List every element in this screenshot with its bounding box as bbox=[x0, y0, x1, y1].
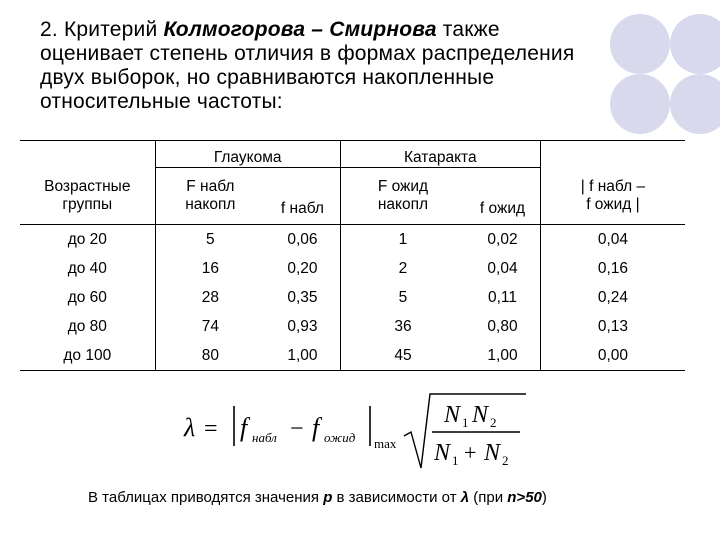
cell-F-ozhid: 45 bbox=[340, 341, 465, 371]
cell-f-ozhid: 1,00 bbox=[465, 341, 540, 371]
f-observed: f bbox=[240, 413, 248, 442]
num-N1-sub: 1 bbox=[462, 415, 469, 430]
p-symbol: p bbox=[323, 489, 333, 506]
cell-F-nabl: 5 bbox=[155, 225, 265, 255]
cell-age: до 60 bbox=[67, 288, 107, 306]
cell-f-ozhid: 0,04 bbox=[465, 254, 540, 283]
col-header-F-ozhid: F ожид накопл bbox=[340, 168, 465, 225]
f-observed-sub: набл bbox=[252, 430, 277, 445]
cell-f-ozhid: 0,02 bbox=[465, 225, 540, 255]
table-row bbox=[20, 312, 685, 341]
cell-diff: 0,00 bbox=[540, 341, 685, 371]
n-condition: n>50 bbox=[507, 489, 542, 506]
cell-F-ozhid: 5 bbox=[398, 288, 408, 306]
frequency-table bbox=[20, 140, 685, 371]
cell-F-ozhid: 1 bbox=[398, 230, 408, 248]
table-header-row bbox=[20, 168, 685, 225]
cell-f-nabl: 0,20 bbox=[265, 254, 340, 283]
f-expected-sub: ожид bbox=[324, 430, 356, 445]
footnote: В таблицах приводятся значения p в зависимости от λ (при n>50) bbox=[88, 489, 547, 506]
table-row bbox=[20, 341, 685, 371]
col-header-f-nabl: f набл bbox=[265, 168, 340, 225]
table-row bbox=[20, 225, 685, 255]
cell-F-ozhid: 2 bbox=[398, 259, 408, 277]
num-N2: N bbox=[472, 402, 489, 428]
plus-sign: + bbox=[464, 440, 477, 465]
cell-diff: 0,04 bbox=[597, 230, 628, 248]
cell-f-ozhid: 0,80 bbox=[465, 312, 540, 341]
col-header-diff: | f набл – f ожид | bbox=[540, 168, 685, 225]
cell-f-nabl: 0,93 bbox=[265, 312, 340, 341]
col-header-f-ozhid: f ожид bbox=[465, 168, 540, 225]
heading-line3: двух выборок, но сравниваются накопленные bbox=[40, 66, 495, 89]
table-row bbox=[20, 283, 685, 312]
col-header-F-nabl: F набл накопл bbox=[155, 168, 265, 225]
cell-age: до 20 bbox=[67, 230, 107, 248]
cell-diff: 0,16 bbox=[597, 259, 628, 277]
cell-f-ozhid: 0,11 bbox=[465, 283, 540, 312]
f-expected: f bbox=[312, 413, 320, 442]
heading-prefix: 2. Критерий bbox=[40, 18, 164, 41]
table-row bbox=[20, 254, 685, 283]
minus-sign: − bbox=[290, 416, 304, 442]
cell-F-ozhid: 36 bbox=[394, 317, 412, 335]
max-label: max bbox=[374, 436, 397, 451]
cell-F-nabl: 16 bbox=[155, 254, 265, 283]
cell-f-nabl: 0,35 bbox=[265, 283, 340, 312]
cell-age: до 100 bbox=[20, 341, 155, 371]
den-N2-sub: 2 bbox=[502, 453, 509, 468]
formula-svg bbox=[178, 392, 538, 474]
equals-sign: = bbox=[204, 416, 218, 442]
den-N1-sub: 1 bbox=[452, 453, 459, 468]
heading-line1-rest: также bbox=[436, 18, 500, 41]
heading-line2: оценивает степень отличия в формах распределения bbox=[40, 42, 575, 65]
cell-age: до 80 bbox=[67, 317, 107, 335]
kolmogorov-formula bbox=[178, 392, 538, 474]
cell-f-nabl: 1,00 bbox=[265, 341, 340, 371]
slide-heading bbox=[40, 18, 680, 114]
num-N2-sub: 2 bbox=[490, 415, 497, 430]
num-N1: N bbox=[444, 402, 461, 428]
criterion-name: Колмогорова – Смирнова bbox=[163, 18, 437, 41]
cell-diff: 0,13 bbox=[597, 317, 628, 335]
col-header-age: Возрастные группы bbox=[20, 168, 155, 225]
cell-F-nabl: 74 bbox=[155, 312, 265, 341]
lambda-symbol: λ bbox=[184, 413, 196, 442]
cell-diff: 0,24 bbox=[597, 288, 628, 306]
cell-f-nabl: 0,06 bbox=[265, 225, 340, 255]
group-cataract: Катаракта bbox=[340, 141, 540, 168]
cell-F-nabl: 80 bbox=[155, 341, 265, 371]
heading-line4: относительные частоты: bbox=[40, 90, 283, 113]
lambda-symbol-note: λ bbox=[460, 489, 470, 506]
group-glaucoma: Глаукома bbox=[155, 141, 340, 168]
cell-age: до 40 bbox=[67, 259, 107, 277]
den-N1: N bbox=[434, 440, 451, 466]
table-group-header-row bbox=[20, 141, 685, 168]
cell-F-nabl: 28 bbox=[155, 283, 265, 312]
den-N2: N bbox=[484, 440, 501, 466]
